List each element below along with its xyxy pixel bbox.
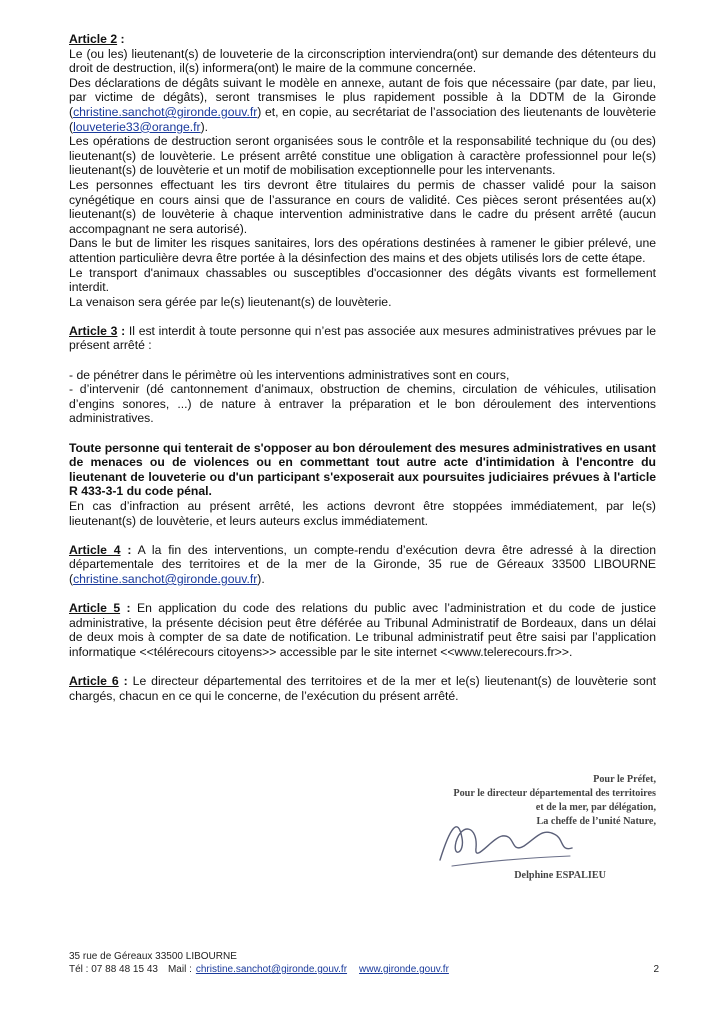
- article-2-heading: Article 2: [69, 32, 118, 46]
- page-number: 2: [653, 964, 659, 975]
- article-5: [69, 601, 656, 659]
- spacer: [69, 660, 656, 675]
- article-2-p2-text-b: ) et, en copie, au secrétariat de l’association des lieutenants de louvèterie (: [69, 104, 656, 134]
- article-3-colon: :: [117, 323, 126, 338]
- footer-website-link[interactable]: www.gironde.gouv.fr: [359, 964, 449, 975]
- article-4: [69, 543, 656, 587]
- article-3-intro: [69, 324, 656, 353]
- article-6-heading: Article 6: [69, 674, 119, 689]
- article-6-text: Le directeur départemental des territoires et de la mer et le(s) lieutenant(s) de louvèterie sont chargés, chacun en ce qui le concerne, de l’exécution du présent arrêté.: [69, 674, 656, 703]
- article-2-paragraph-2: [69, 76, 656, 134]
- article-3-warning: Toute personne qui tenterait de s'opposer au bon déroulement des mesures administratives en usant de menaces ou de violences ou en commettant tout autre acte d'intimidation à l'encontre du lieutenant de louveterie ou d'un participant s'exposerait aux poursuites judiciaires prévues à l'article R 433-3-1 du code pénal.: [69, 440, 656, 499]
- footer-contact-line: [69, 963, 659, 976]
- article-2-heading-line: [69, 32, 656, 47]
- article-6-colon: :: [118, 674, 128, 689]
- signature-line-2: Pour le directeur départemental des territoires: [453, 788, 656, 799]
- spacer: [69, 353, 656, 368]
- article-3-heading: Article 3: [69, 323, 118, 338]
- spacer: [69, 587, 656, 602]
- spacer: [69, 528, 656, 543]
- article-3-breach: En cas d’infraction au présent arrêté, les actions devront être stoppées immédiatement, par le(s) lieutenant(s) de louvèterie, et leurs auteurs exclus immédiatement.: [69, 499, 656, 528]
- spacer: [69, 309, 656, 324]
- handwritten-signature: [432, 808, 582, 870]
- signature-block: [404, 772, 662, 884]
- email-link-ddtm[interactable]: christine.sanchot@gironde.gouv.fr: [73, 104, 258, 119]
- signatory-name: Delphine ESPALIEU: [514, 870, 606, 881]
- article-4-heading: Article 4: [69, 542, 121, 557]
- article-2-colon: :: [117, 32, 125, 46]
- article-2-paragraph-1: Le (ou les) lieutenant(s) de louveterie de la circonscription interviendra(ont) sur demande des détenteurs du droit de destruction, il(s) informera(ont) le maire de la commune concernée.: [69, 46, 656, 76]
- signature-line-1: Pour le Préfet,: [593, 774, 656, 785]
- article-6: [69, 674, 656, 703]
- article-2-paragraph-5: Dans le but de limiter les risques sanitaires, lors des opérations destinées à ramener le gibier prélevé, une attention particulière devra être portée à la désinfection des mains et des objets utilisés lors de cette étape.: [69, 236, 656, 265]
- signature-line-4: La cheffe de l’unité Nature,: [536, 816, 656, 827]
- signature-line-3: et de la mer, par délégation,: [535, 802, 656, 813]
- email-link-louveterie[interactable]: louveterie33@orange.fr: [73, 119, 201, 134]
- article-4-colon: :: [120, 542, 132, 557]
- article-5-heading: Article 5: [69, 601, 121, 616]
- article-2-p2-text-c: ).: [200, 119, 209, 134]
- article-5-colon: :: [120, 601, 131, 616]
- article-2-p2-text-a: Des déclarations de dégâts suivant le modèle en annexe, autant de fois que nécessaire (par date, par lieu, par victime de dégâts), seront transmises le plus rapidement possible à la DDTM de la Gironde (: [69, 75, 656, 119]
- article-2-paragraph-7: La venaison sera gérée par le(s) lieutenant(s) de louvèterie.: [69, 294, 392, 309]
- footer-address: 35 rue de Géreaux 33500 LIBOURNE: [69, 951, 237, 962]
- article-5-text: En application du code des relations du public avec l’administration et du code de justice administrative, la présente décision peut être déférée au Tribunal Administratif de Bordeaux, dans un délai de deux mois à compter de sa date de notification. Le tribunal administratif peut être saisi par l’application informatique <<télérecours citoyens>> accessible par le site internet <<www.telerecours.fr>>.: [69, 601, 656, 659]
- article-2-paragraph-6: Le transport d'animaux chassables ou susceptibles d'occasionner des dégâts vivants est formellement interdit.: [69, 265, 656, 295]
- article-3-bullet-2: - d’intervenir (dé cantonnement d’animaux, obstruction de chemins, circulation de véhicules, utilisation d’engins sonores, ...) de nature à entraver la préparation et le bon déroulement des interventions administratives.: [69, 382, 656, 426]
- footer-phone: Tél : 07 88 48 15 43: [69, 964, 158, 975]
- spacer: [69, 426, 656, 441]
- email-link-report[interactable]: christine.sanchot@gironde.gouv.fr: [73, 571, 258, 586]
- page-footer: [69, 950, 659, 976]
- article-3-bullet-1: - de pénétrer dans le périmètre où les interventions administratives sont en cours,: [69, 367, 510, 382]
- article-4-text-a: A la fin des interventions, un compte-rendu d’exécution devra être adressé à la direction départementale des territoires et de la mer de la Gironde, 35 rue de Géreaux 33500 LIBOURNE (: [69, 542, 656, 586]
- article-3-intro-text: Il est interdit à toute personne qui n’est pas associée aux mesures administratives prévues par le présent arrêté :: [69, 323, 656, 353]
- article-4-text-b: ).: [257, 571, 265, 586]
- document-body: [69, 32, 656, 703]
- footer-email-link[interactable]: christine.sanchot@gironde.gouv.fr: [195, 964, 348, 975]
- article-2-paragraph-3: Les opérations de destruction seront organisées sous le contrôle et la responsabilité technique du (ou des) lieutenant(s) de louvèterie. Le présent arrêté constitue une obligation à caractère professionnel pour le(s) lieutenant(s) de louvèterie et un motif de mobilisation exceptionnelle pour les intervenants.: [69, 134, 656, 178]
- footer-mail-label: Mail :: [167, 964, 192, 975]
- article-2-paragraph-4: Les personnes effectuant les tirs devront être titulaires du permis de chasser validé pour la saison cynégétique en cours ainsi que de l’assurance en cours de validité. Ces pièces seront présentées au(x) lieutenant(s) de louvèterie à chaque intervention administrative dans le cadre du présent arrêté (aucun accompagnant ne sera autorisé).: [69, 177, 656, 236]
